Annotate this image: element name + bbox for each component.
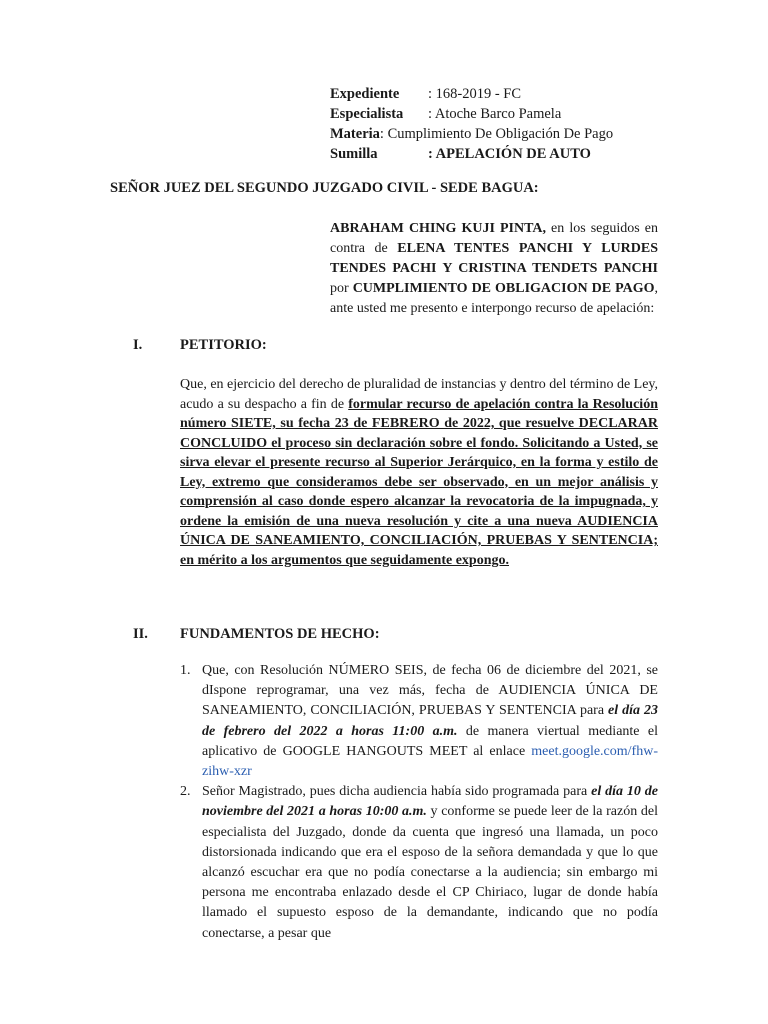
petitorio-underlined-text: formular recurso de apelación contra la Resolución número SIETE, su fecha 23 de FEBRERO de 2022, que resuelve DECLARAR CONCLUIDO el proceso sin declaración sobre el fondo. Solicitando a Usted, se sirva elevar el presente recurso al Superior Jerárquico, en la forma y estilo de Ley, extremo que consideramos debe ser observado, en un mejor análisis y comprensión al caso donde espero alcanzar la revocatoria de la impugnada, y ordene la emisión de una nueva resolución y cite a una nueva AUDIENCIA ÚNICA DE SANEAMIENTO, CONCILIACIÓN, PRUEBAS Y SENTENCIA; en mérito a los argumentos que seguidamente expongo. (180, 396, 658, 568)
petitorio-paragraph (180, 375, 658, 570)
matter-label: Materia (330, 126, 380, 142)
section-title: FUNDAMENTOS DE HECHO: (180, 626, 380, 642)
meeting-link[interactable]: meet.google.com/fhw-zihw-xzr (202, 743, 658, 780)
summary-label: Sumilla (330, 146, 378, 162)
facts-list (180, 661, 658, 944)
summary-value: : APELACIÓN DE AUTO (428, 146, 591, 162)
list-number: 1. (180, 663, 191, 678)
list-number: 2. (180, 784, 191, 800)
plaintiff-intro (330, 219, 658, 319)
petitorio-plain-text: Que, en ejercicio del derecho de pluralidad de instancias y dentro del término de Ley, acudo a su despacho a fin de (180, 377, 659, 412)
item-date-emphasis: el día 10 de noviembre del 2021 a horas 10:00 a.m. (202, 784, 658, 820)
specialist-row (330, 104, 561, 124)
plaintiff-text-3: , ante usted me presento e interpongo recurso de apelación: (330, 281, 658, 316)
case-number-row (330, 84, 521, 104)
case-number-value: : 168-2019 - FC (428, 86, 522, 102)
item-date-emphasis: el día 23 de febrero del 2022 a horas 11:00 a.m. (202, 703, 658, 739)
matter: CUMPLIMIENTO DE OBLIGACION DE PAGO (352, 281, 655, 296)
item-text: Que, con Resolución NÚMERO SEIS, de fecha 06 de diciembre del 2021, se dIspone reprogramar, una vez más, fecha de AUDIENCIA ÚNICA DE SANEAMIENTO, CONCILIACIÓN, PRUEBAS Y SENTENCIA para (202, 663, 658, 719)
addressee: SEÑOR JUEZ DEL SEGUNDO JUZGADO CIVIL - SEDE BAGUA: (110, 180, 539, 196)
section-fundamentos-heading (133, 626, 433, 646)
defendants: ELENA TENTES PANCHI Y LURDES TENDES PACHI Y CRISTINA TENDETS PANCHI (330, 241, 658, 276)
item-text: Señor Magistrado, pues dicha audiencia había sido programada para (202, 784, 592, 800)
specialist-value: : Atoche Barco Pamela (428, 106, 562, 122)
item-text: y conforme se puede leer de la razón del especialista del Juzgado, donde da cuenta que ingresó una llamada, un poco distorsionada indicando que era el esposo de la señora demandada y que lo que alcanzó escuchar era que no podía conectarse a la audiencia; sin embargo mi persona me encontraba enlazado desde el CP Chiriaco, lugar de donde había llamado el supuesto esposo de la demandante, indicando que no podía conectarse, a pesar que (202, 804, 658, 941)
plaintiff-text-2: por (330, 281, 353, 296)
section-title: PETITORIO: (180, 337, 267, 353)
list-item (180, 661, 658, 782)
matter-row (330, 124, 613, 144)
plaintiff-name: ABRAHAM CHING KUJI PINTA, (330, 221, 546, 236)
section-petitorio-heading (133, 337, 333, 357)
specialist-label: Especialista (330, 106, 404, 122)
section-number: I. (133, 337, 143, 353)
matter-value: : Cumplimiento De Obligación De Pago (379, 126, 614, 142)
case-number-label: Expediente (330, 86, 400, 102)
summary-row (330, 144, 591, 164)
section-number: II. (133, 626, 148, 642)
item-text: de manera viertual mediante el aplicativo de GOOGLE HANGOUTS MEET al enlace (202, 723, 658, 759)
list-item (180, 782, 658, 944)
plaintiff-text-1: en los seguidos en contra de (330, 221, 658, 256)
